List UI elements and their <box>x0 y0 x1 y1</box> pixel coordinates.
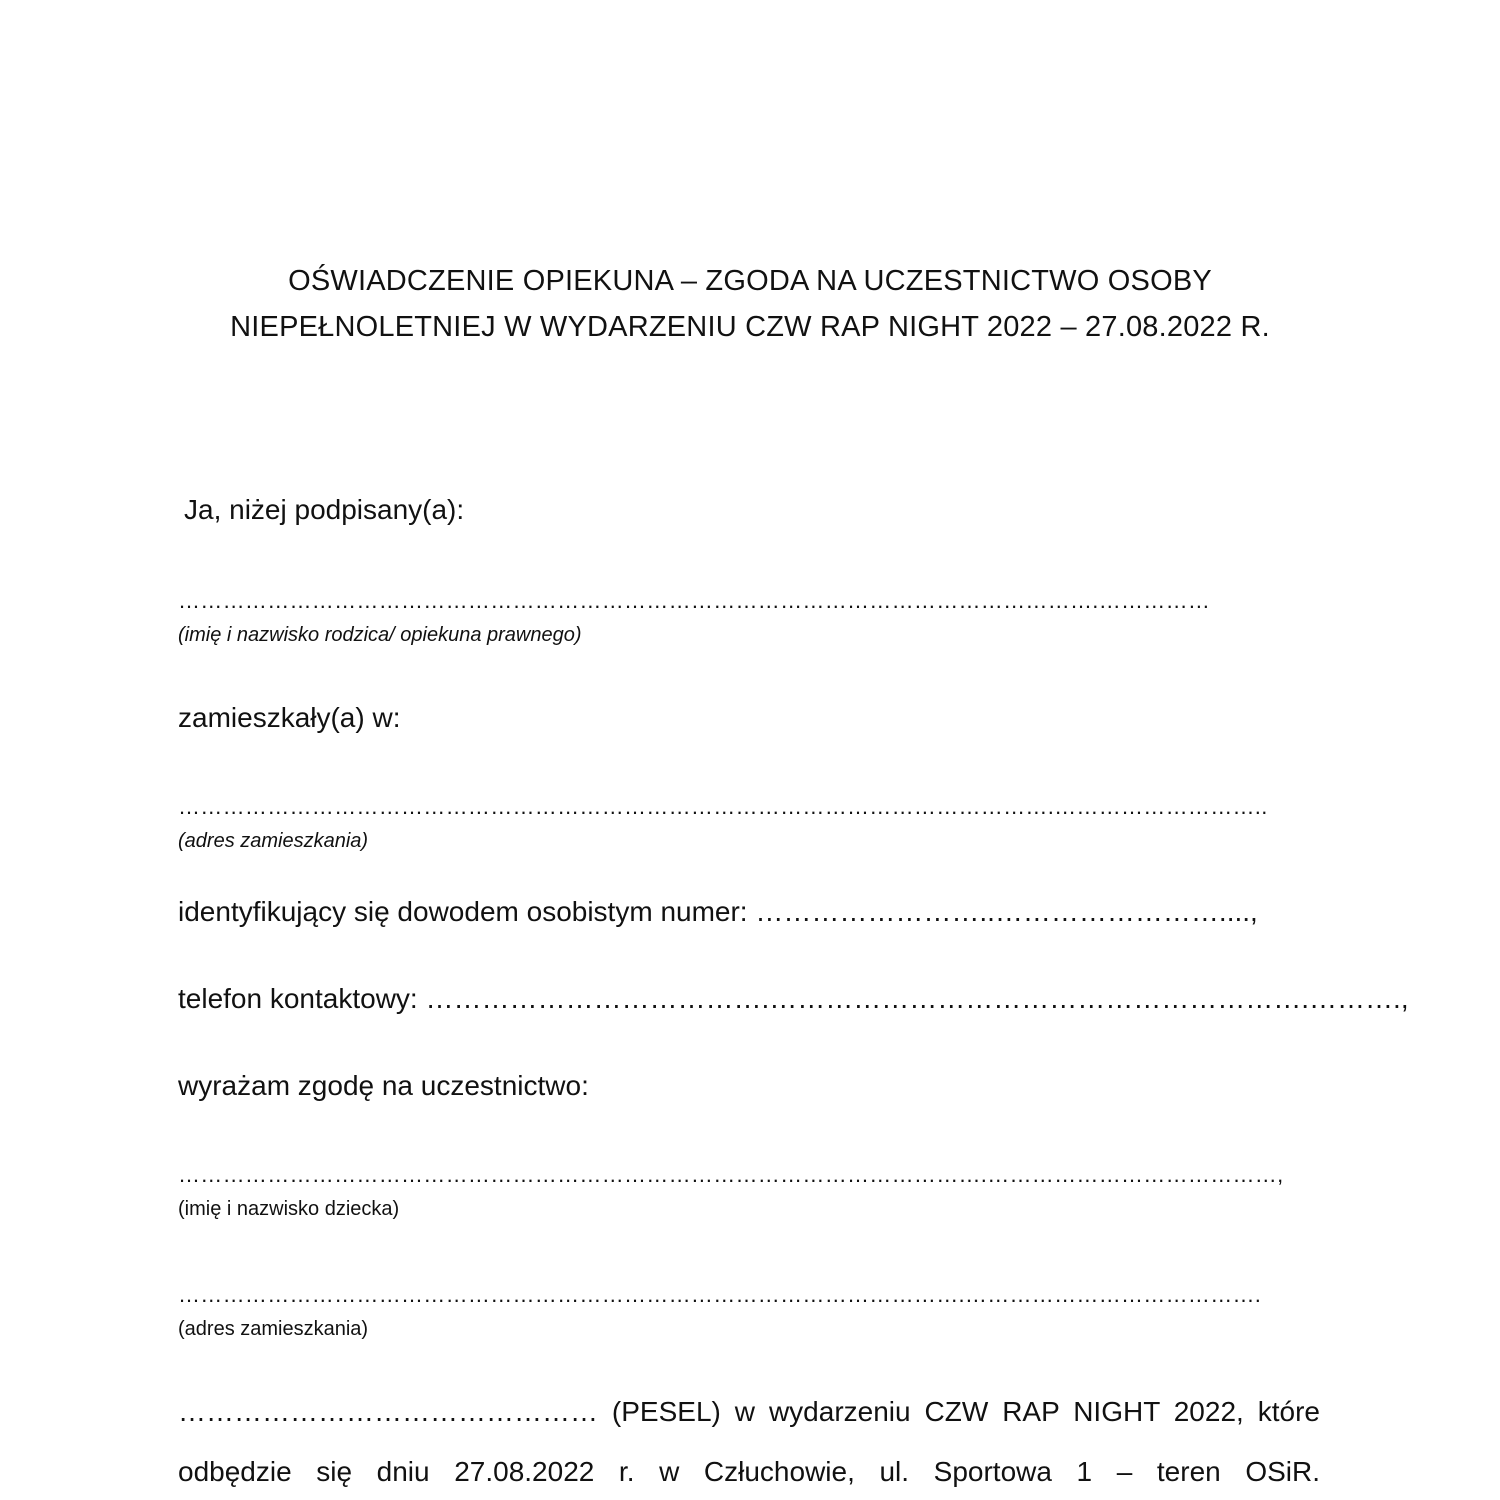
id-number-line: identyfikujący się dowodem osobistym numer: ……………………..……………………...., <box>178 896 1258 927</box>
title-line-1: OŚWIADCZENIE OPIEKUNA – ZGODA NA UCZESTNICTWO OSOBY <box>288 265 1212 297</box>
residing-label: zamieszkały(a) w: <box>178 702 401 733</box>
consent-line: wyrażam zgodę na uczestnictwo: <box>178 1070 589 1101</box>
title-line-2: NIEPEŁNOLETNIEJ W WYDARZENIU CZW RAP NIGHT 2022 – 27.08.2022 R. <box>230 311 1270 343</box>
child-address-dotted-line: …………………………………………………………………………………………….…………………………………. <box>178 1282 1262 1307</box>
child-address-caption: (adres zamieszkania) <box>178 1318 369 1340</box>
pesel-event-line: ……………………………………… (PESEL) w wydarzeniu CZW RAP NIGHT 2022, które <box>178 1396 1320 1427</box>
guardian-address-caption: (adres zamieszkania) <box>178 830 369 852</box>
child-name-dotted-line: ……………………………………………………………………………………………….…………………………………, <box>178 1162 1284 1187</box>
phone-line: telefon kontaktowy: ……………………………….………………………………………………….………., <box>178 983 1409 1014</box>
event-details-line: odbędzie się dniu 27.08.2022 r. w Człuchowie, ul. Sportowa 1 – teren OSiR. <box>178 1456 1320 1487</box>
child-name-caption: (imię i nazwisko dziecka) <box>178 1198 400 1220</box>
guardian-name-caption: (imię i nazwisko rodzica/ opiekuna prawnego) <box>178 624 582 646</box>
document-title <box>150 258 1350 350</box>
guardian-name-dotted-line: …………………………………………………………………………………………………………….…………… <box>178 588 1211 613</box>
intro-text: Ja, niżej podpisany(a): <box>184 494 465 525</box>
guardian-address-dotted-line: ……………………………………………………………………………………………………….……………………….. <box>178 794 1268 819</box>
